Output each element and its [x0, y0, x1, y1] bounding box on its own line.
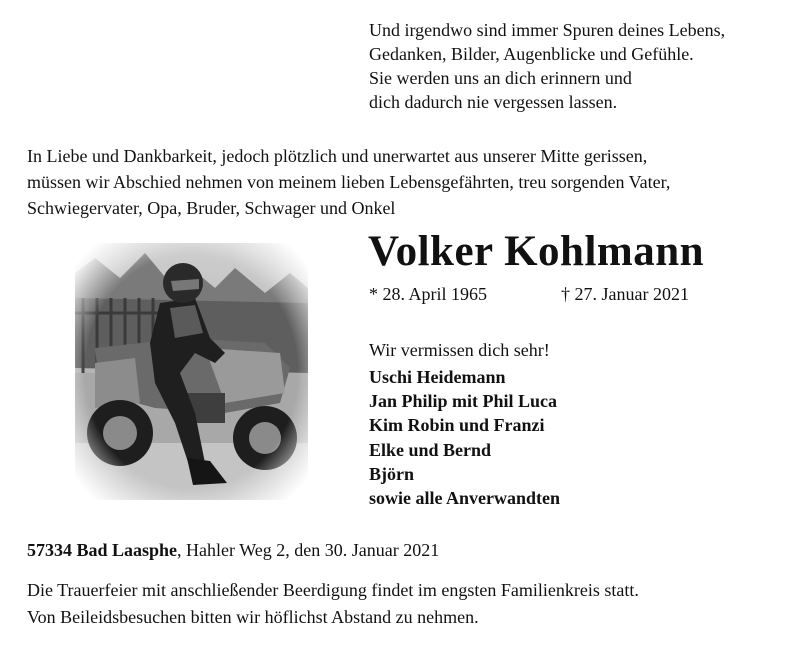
mourner: sowie alle Anverwandten	[369, 488, 560, 509]
mourner: Jan Philip mit Phil Luca	[369, 391, 558, 412]
footer-notice	[27, 577, 639, 631]
footer-line: Von Beileidsbesuchen bitten wir höflichst Abstand zu nehmen.	[27, 607, 479, 627]
address-date: , Hahler Weg 2, den 30. Januar 2021	[177, 540, 440, 560]
place-date-line	[27, 540, 439, 561]
birth-date: * 28. April 1965	[369, 284, 488, 304]
poem-line: dich dadurch nie vergessen lassen.	[369, 92, 618, 112]
poem-line: Sie werden uns an dich erinnern und	[369, 68, 632, 88]
poem	[369, 18, 725, 114]
portrait-photo	[75, 243, 308, 500]
deceased-name: Volker Kohlmann	[368, 228, 705, 275]
intro-line: In Liebe und Dankbarkeit, jedoch plötzlich und unerwartet aus unserer Mitte gerissen,	[27, 146, 648, 166]
intro-line: Schwiegervater, Opa, Bruder, Schwager und Onkel	[27, 198, 396, 218]
death-date: † 27. Januar 2021	[561, 284, 689, 304]
poem-line: Gedanken, Bilder, Augenblicke und Gefühle.	[369, 44, 694, 64]
mourners-list	[369, 365, 560, 510]
intro-line: müssen wir Abschied nehmen von meinem lieben Lebensgefährten, treu sorgenden Vater,	[27, 172, 671, 192]
city: 57334 Bad Laasphe	[27, 540, 178, 560]
mourner: Elke und Bernd	[369, 439, 492, 460]
poem-line: Und irgendwo sind immer Spuren deines Lebens,	[369, 20, 726, 40]
mourner: Uschi Heidemann	[369, 367, 506, 387]
intro-text	[27, 143, 670, 221]
footer-line: Die Trauerfeier mit anschließender Beerdigung findet im engsten Familienkreis statt.	[27, 580, 639, 600]
mourner: Kim Robin und Franzi	[369, 415, 545, 436]
mourner: Björn	[369, 463, 414, 484]
miss-text: Wir vermissen dich sehr!	[369, 340, 550, 360]
